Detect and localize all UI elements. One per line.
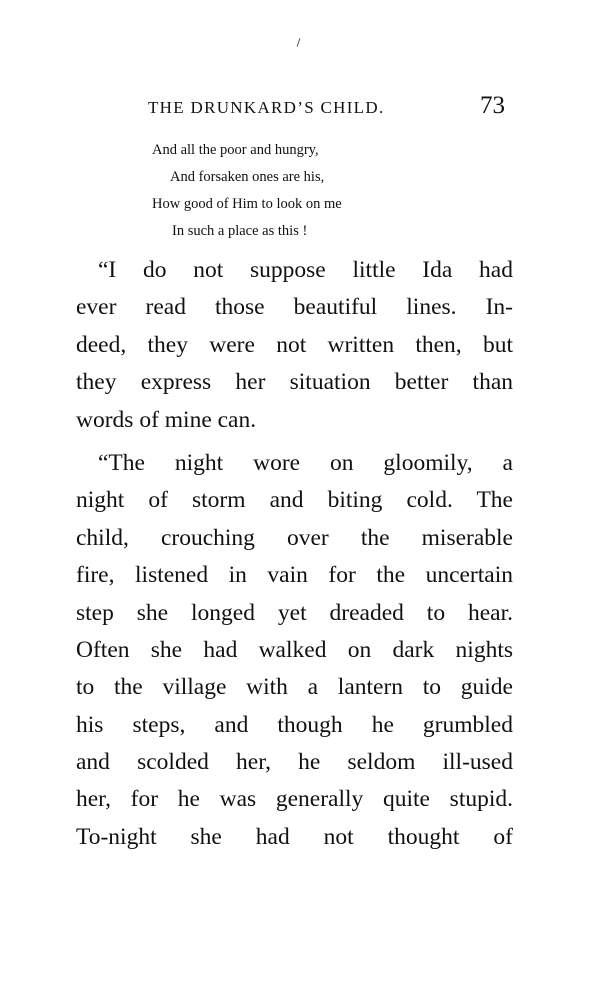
text-line: step she longed yet dreaded to hear.: [76, 599, 513, 626]
running-title: THE DRUNKARD’S CHILD.: [148, 98, 385, 117]
body-text: [76, 252, 513, 856]
text-line: “I do not suppose little Ida had: [98, 257, 513, 283]
text-line: night of storm and biting cold. The: [76, 487, 513, 514]
text-line: fire, listened in vain for the uncertain: [76, 562, 513, 589]
paragraph: [76, 445, 513, 856]
verse-line: And forsaken ones are his,: [170, 169, 325, 185]
text-line: ever read those beautiful lines. In-: [76, 294, 513, 321]
text-line: his steps, and though he grumbled: [76, 711, 513, 738]
text-line: child, crouching over the miserable: [76, 524, 513, 551]
text-line: “The night wore on gloomily, a: [98, 449, 513, 476]
text-line: they express her situation better than: [76, 369, 513, 396]
paragraph: [76, 252, 513, 439]
verse-line: And all the poor and hungry,: [152, 142, 319, 158]
text-line: her, for he was generally quite stupid.: [76, 786, 513, 813]
ink-speck: [297, 38, 301, 47]
text-line: to the village with a lantern to guide: [76, 674, 513, 701]
text-line: To-night she had not thought of: [76, 823, 513, 850]
text-line: deed, they were not written then, but: [76, 331, 513, 358]
text-line: words of mine can.: [76, 406, 257, 433]
text-line: Often she had walked on dark nights: [76, 636, 513, 663]
verse-line: How good of Him to look on me: [152, 196, 342, 212]
page-header: [0, 92, 595, 126]
text-line: and scolded her, he seldom ill-used: [76, 749, 513, 776]
page-number: 73: [480, 92, 505, 119]
verse-line: In such a place as this !: [172, 223, 308, 239]
